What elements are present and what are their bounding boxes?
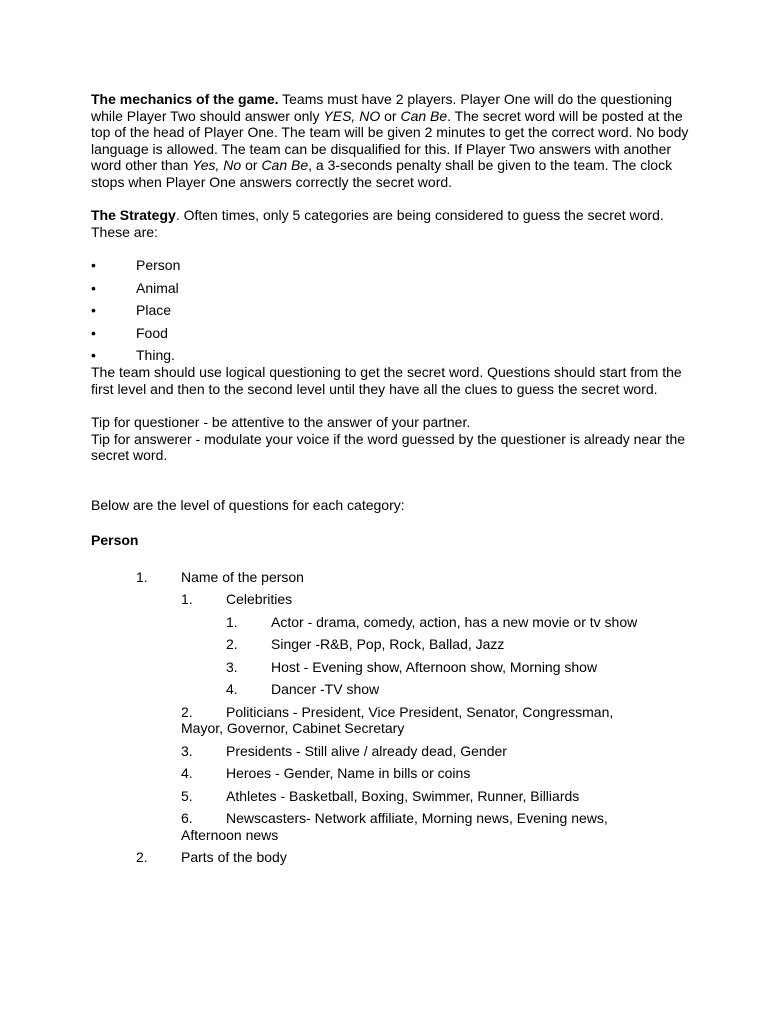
strategy-paragraph (91, 207, 691, 240)
list-item-label: Place (136, 302, 172, 318)
strategy-text: . Often times, only 5 categories are being considered to guess the secret word. These are: (91, 207, 664, 240)
bullet-icon: • (91, 302, 96, 318)
person-heading (91, 532, 691, 549)
mechanics-heading: The mechanics of the game. (91, 91, 279, 107)
outline-number: 3. (181, 742, 193, 759)
outline-item (91, 681, 691, 704)
outline-text: Singer -R&B, Pop, Rock, Ballad, Jazz (271, 636, 505, 652)
list-item-label: Food (136, 324, 168, 341)
mechanics-italic-1: YES, NO (323, 107, 381, 124)
outline-number: 1. (226, 613, 238, 630)
outline-number: 1. (181, 591, 193, 607)
mechanics-text-1: Teams must have 2 players. Player One will do the questioning while Player Two should answer only (91, 91, 673, 124)
outline-text: Presidents - Still alive / already dead, Gender (226, 742, 507, 759)
below-paragraph: Below are the level of questions for each category: (91, 496, 405, 513)
outline-text: Heroes - Gender, Name in bills or coins (226, 765, 471, 781)
bullet-icon: • (91, 324, 96, 341)
bullet-icon: • (91, 279, 96, 296)
mechanics-italic-3: Yes, No (192, 157, 242, 173)
mechanics-text-4: or (241, 157, 262, 173)
outline-number: 4. (181, 765, 193, 781)
mechanics-italic-4: Can Be (261, 157, 309, 173)
outline-item (91, 788, 691, 811)
outline-text: Parts of the body (181, 849, 287, 865)
list-item-label: Person (136, 257, 181, 273)
list-item (91, 280, 691, 303)
mechanics-text-2: or (380, 107, 401, 124)
mechanics-text-3: . The secret word will be posted at the top of the head of Player One. The team will be given 2 minutes to get the correct word. No body language is allowed. The team can be disqualified for this. If Player Two answers with another word other than (91, 107, 689, 173)
mechanics-paragraph (91, 91, 691, 190)
outline-item (91, 569, 691, 592)
outline-number: 5. (181, 787, 193, 804)
outline-item (91, 636, 691, 659)
list-item (91, 257, 691, 280)
outline-item (91, 591, 691, 614)
outline-text: Host - Evening show, Afternoon show, Morning show (271, 658, 598, 675)
outline-item (91, 614, 691, 637)
question-outline (91, 569, 691, 872)
category-list (91, 257, 691, 364)
outline-number: 4. (226, 681, 238, 697)
list-item (91, 302, 691, 325)
logic-paragraph: The team should use logical questioning to get the secret word. Questions should start from the first level and then to the second level until they have all the clues to guess the secret word. (91, 364, 682, 397)
bullet-icon: • (91, 347, 96, 363)
bullet-icon: • (91, 257, 96, 273)
outline-text: Politicians - President, Vice President, Senator, Congressman, Mayor, Governor, Cabinet Secretary (181, 703, 614, 736)
outline-item (91, 849, 691, 872)
outline-text: Athletes - Basketball, Boxing, Swimmer, Runner, Billiards (226, 787, 580, 804)
strategy-heading: The Strategy (91, 207, 176, 223)
outline-text: Newscasters- Network affiliate, Morning news, Evening news, Afternoon news (181, 810, 608, 843)
mechanics-text-5: , a 3-seconds penalty shall be given to the team. The clock stops when Player One answers correctly the secret word. (91, 157, 673, 190)
person-heading-text: Person (91, 532, 139, 548)
outline-number: 3. (226, 658, 238, 675)
outline-text: Celebrities (226, 591, 293, 607)
outline-text: Actor - drama, comedy, action, has a new movie or tv show (271, 613, 638, 630)
list-item-label: Animal (136, 279, 179, 296)
outline-item (91, 659, 691, 682)
outline-text: Dancer -TV show (271, 681, 380, 697)
tip-answerer: Tip for answerer - modulate your voice if the word guessed by the questioner is already near the secret word. (91, 430, 686, 463)
outline-item (91, 704, 691, 737)
outline-number: 2. (136, 849, 148, 865)
outline-item (91, 765, 691, 788)
outline-text: Name of the person (181, 568, 304, 585)
outline-number: 2. (181, 703, 193, 720)
outline-item (91, 743, 691, 766)
list-item (91, 347, 691, 364)
document-page (91, 91, 691, 872)
outline-item (91, 810, 691, 843)
outline-number: 6. (181, 810, 193, 826)
outline-number: 2. (226, 636, 238, 652)
tip-questioner: Tip for questioner - be attentive to the answer of your partner. (91, 414, 471, 430)
list-item (91, 325, 691, 348)
mechanics-italic-2: Can Be (400, 107, 448, 124)
list-item-label: Thing. (136, 347, 175, 363)
outline-number: 1. (136, 568, 148, 585)
